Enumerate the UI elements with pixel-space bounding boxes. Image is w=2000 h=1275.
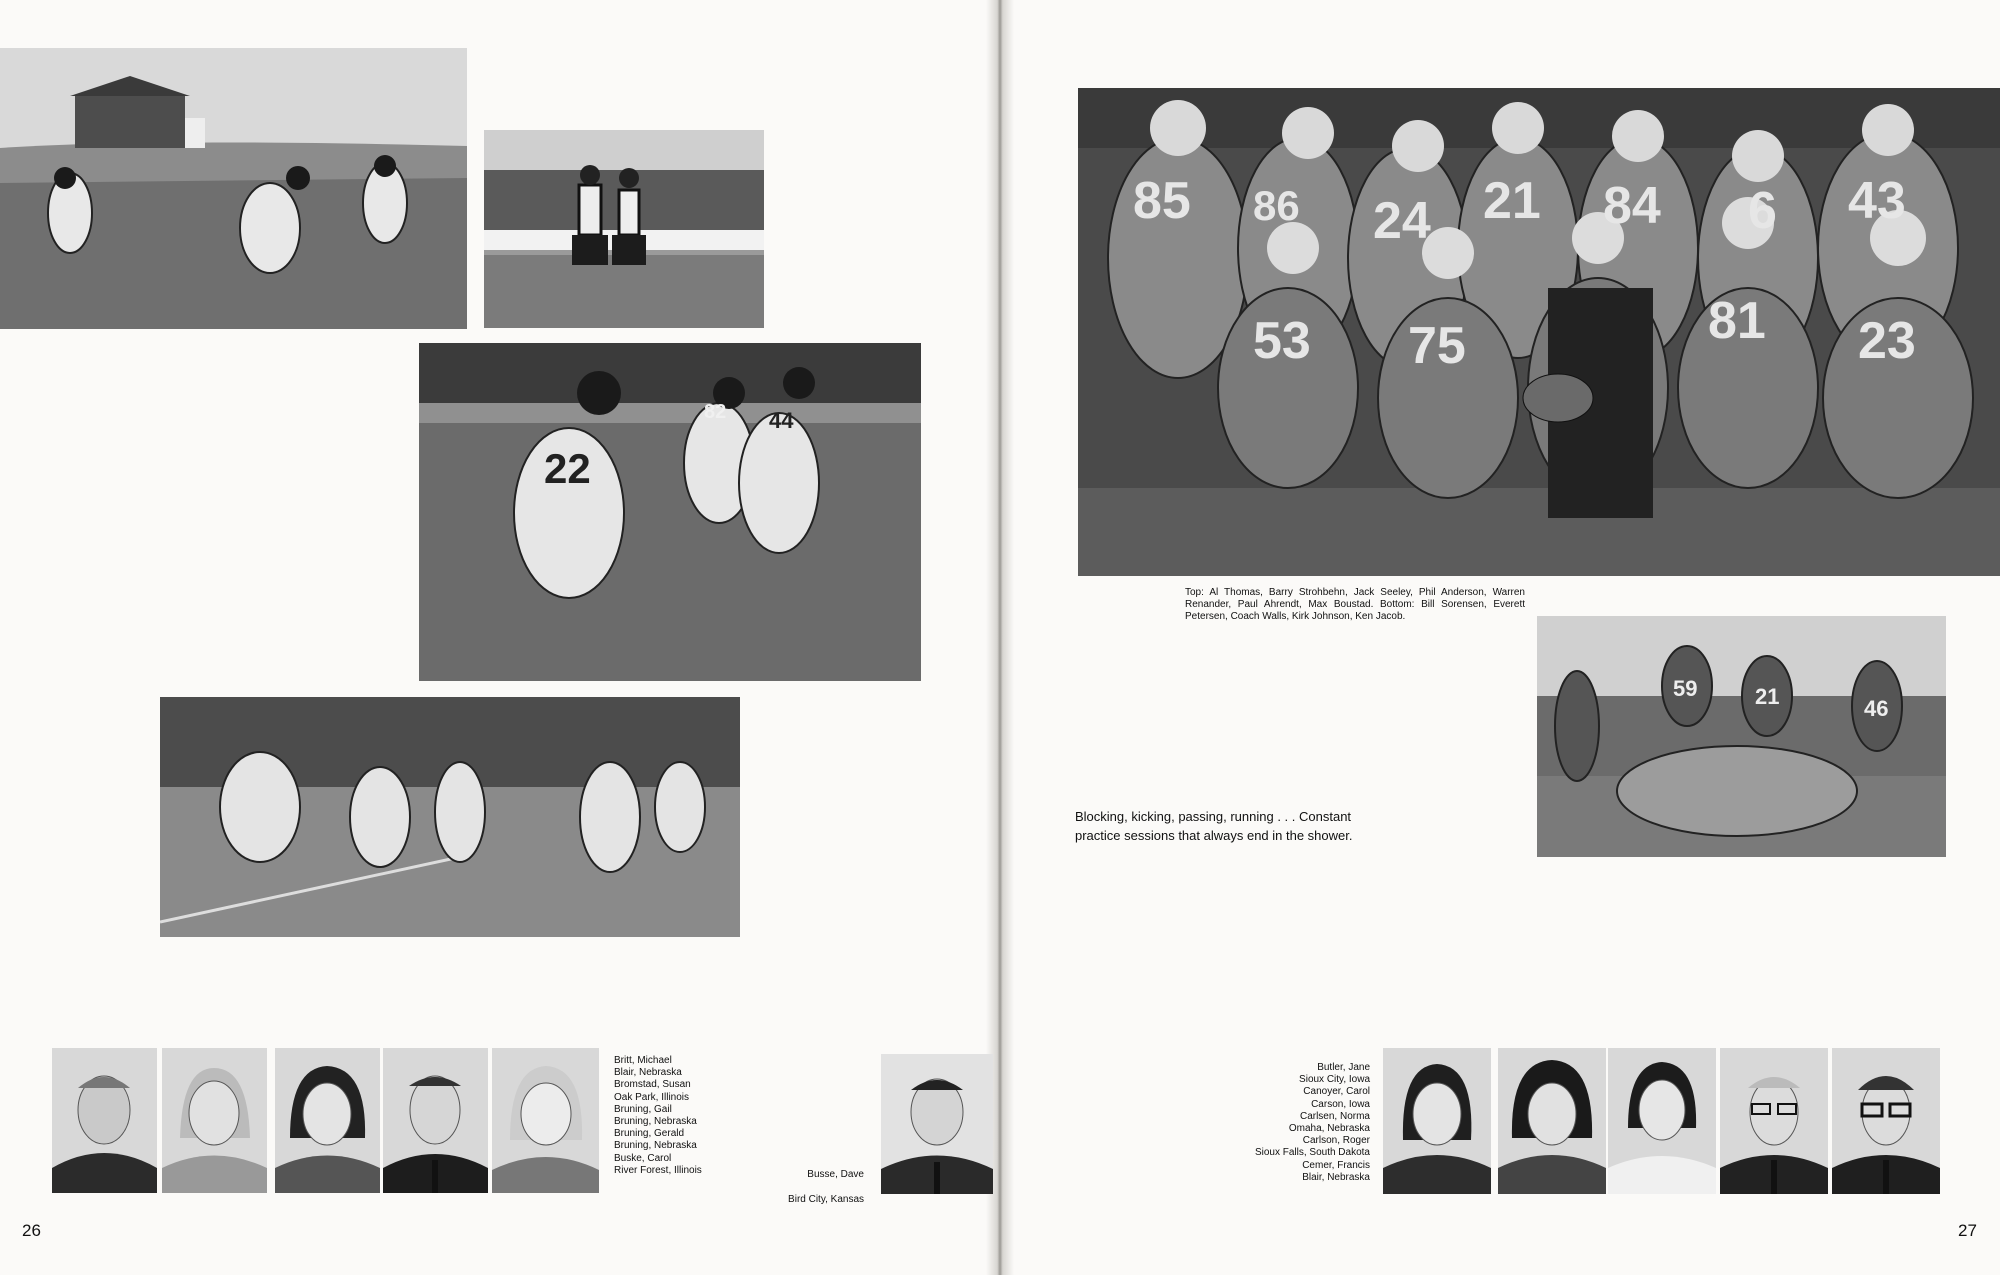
- page-number-right: 27: [1958, 1221, 1977, 1240]
- senior-names-right: Butler, Jane Sioux City, Iowa Canoyer, Carol Carson, Iowa Carlsen, Norma Omaha, Nebraska Carlson, Roger Sioux Falls, South Dakota Cemer, Francis Blair, Nebraska: [1254, 1062, 1370, 1183]
- busse-city: Bird City, Kansas: [788, 1193, 864, 1205]
- jersey-number: 23: [1858, 312, 1916, 370]
- cheerleaders-photo: [484, 130, 764, 328]
- jersey-number: 43: [1848, 172, 1906, 230]
- jersey-number: 22: [544, 445, 591, 492]
- practice-photo: [1537, 616, 1946, 857]
- team-photo-caption: Top: Al Thomas, Barry Strohbehn, Jack Seeley, Phil Anderson, Warren Renander, Paul Ahrendt, Max Boustad. Bottom: Bill Sorensen, Everett Petersen, Coach Walls, Kirk Johnson, Ken Jacob.: [1185, 587, 1525, 622]
- senior-names-left: Britt, Michael Blair, Nebraska Bromstad, Susan Oak Park, Illinois Bruning, Gail Bruning, Nebraska Bruning, Gerald Bruning, Nebraska Buske, Carol River Forest, Illinois: [614, 1055, 702, 1176]
- jersey-number: 82: [704, 401, 727, 423]
- busse-name: Busse, Dave: [807, 1169, 864, 1181]
- jersey-number: 81: [1708, 292, 1766, 350]
- portrait-carlson: [1720, 1048, 1828, 1194]
- portrait-britt: [52, 1048, 157, 1193]
- portrait-bruning-gail: [275, 1048, 380, 1193]
- portrait-bruning-gerald: [383, 1048, 488, 1193]
- page-number-left: 26: [22, 1221, 41, 1240]
- jersey-number: 6: [1748, 182, 1777, 240]
- jersey-number: 44: [769, 408, 794, 433]
- portrait-bromstad: [162, 1048, 267, 1193]
- portrait-cemer: [1832, 1048, 1940, 1194]
- jersey-number: 46: [1864, 696, 1889, 721]
- football-photo-ball-carrier: [419, 343, 921, 681]
- football-photo-running-play: [0, 48, 467, 329]
- portrait-canoyer: [1498, 1048, 1606, 1194]
- jersey-number: 75: [1408, 317, 1466, 375]
- jersey-number: 53: [1253, 312, 1311, 370]
- jersey-number: 59: [1673, 676, 1698, 701]
- team-group-photo: [1078, 88, 2000, 576]
- jersey-number: 21: [1483, 172, 1541, 230]
- portrait-carlsen: [1608, 1048, 1716, 1194]
- jersey-number: 24: [1373, 192, 1431, 250]
- jersey-number: 85: [1133, 172, 1191, 230]
- football-photo-line-play: [160, 697, 740, 937]
- practice-caption: Blocking, kicking, passing, running . . . Constant practice sessions that always end in the shower.: [1075, 809, 1353, 843]
- jersey-number: 84: [1603, 177, 1661, 235]
- portrait-butler: [1383, 1048, 1491, 1194]
- portrait-buske: [492, 1048, 599, 1193]
- busse-name-block: [740, 1157, 864, 1218]
- jersey-number: 21: [1755, 684, 1780, 709]
- portrait-busse: [881, 1054, 993, 1194]
- jersey-number: 86: [1253, 182, 1300, 229]
